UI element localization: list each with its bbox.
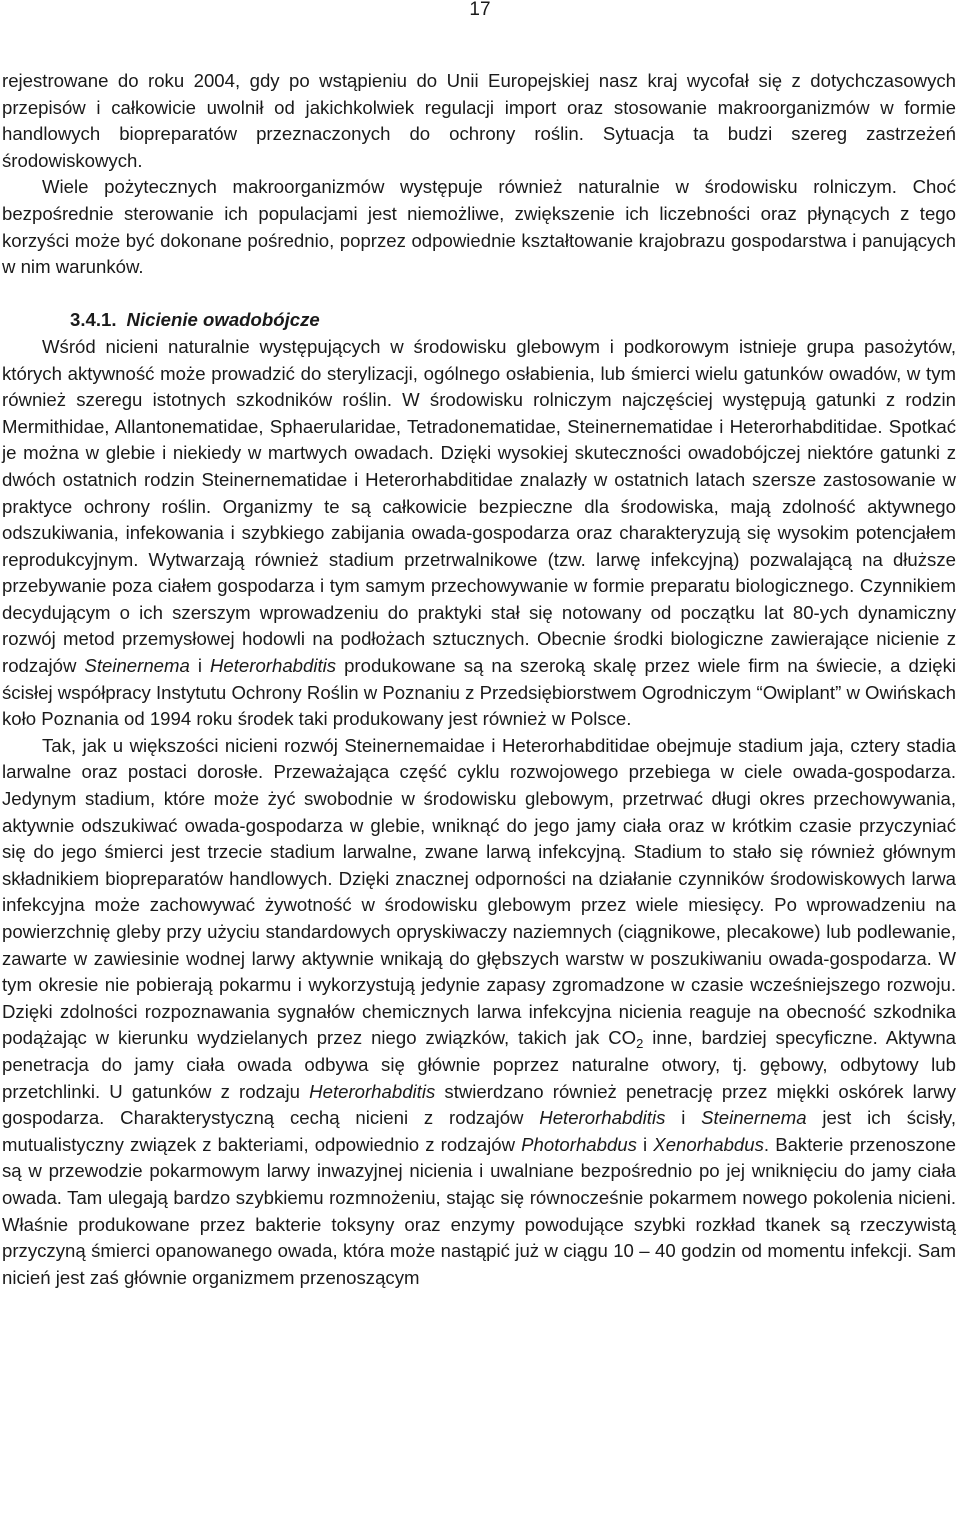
- subscript: 2: [636, 1036, 644, 1052]
- genus-name: Heterorhabditis: [210, 655, 337, 677]
- genus-name: Heterorhabditis: [539, 1107, 666, 1129]
- genus-name: Photorhabdus: [521, 1133, 637, 1155]
- paragraph-intro: rejestrowane do roku 2004, gdy po wstąpieniu do Unii Europejskiej nasz kraj wycofał się z dotychczasowych przepisów i całkowicie uwolnił od jakichkolwiek regulacji import oraz stosowanie makroorganizmów w formie handlowych biopreparatów przeznaczonych do ochrony roślin. Sytuacja ta budzi szereg zastrzeżeń środowiskowych.: [2, 70, 956, 171]
- text-run: i: [636, 1133, 654, 1155]
- genus-name: Xenorhabdus: [653, 1133, 764, 1155]
- text-run: . Bakterie przenoszone są w przewodzie pokarmowym larwy inwazyjnej nicienia i uwalniane bezpośrednio po jej wniknięciu do jamy ciała owada. Tam ulegają bardzo szybkiemu rozmnożeniu, stając się równocześnie pokarmem nowego pokolenia nicieni. Właśnie produkowane przez bakterie toksyny oraz enzymy powodujące szybki rozkład tkanek są rzeczywistą przyczyną śmierci opanowanego owada, która może nastąpić już w ciągu 10 – 40 godzin od momentu infekcji. Sam nicień jest zaś głównie organizmem przenoszącym: [2, 1133, 956, 1288]
- genus-name: Steinernema: [701, 1107, 807, 1129]
- section-number: 3.4.1.: [70, 309, 117, 331]
- text-run: jest ich ścisły, mutualistyczny związek z bakteriami, odpowiednio z rodzajów: [2, 1107, 956, 1155]
- paragraph-nematodes: [2, 334, 956, 733]
- paragraph-natural-macroorganisms: Wiele pożytecznych makroorganizmów występuje również naturalnie w środowisku rolniczym. Choć bezpośrednie sterowanie ich populacjami jest niemożliwe, zwiększenie ich liczebności oraz płynących z tego korzyści może być dokonane pośrednio, poprzez odpowiednie kształtowanie krajobrazu gospodarstwa i panujących w nim warunków.: [2, 176, 956, 278]
- text-run: produkowane są na szeroką skalę przez wiele firm na świecie, a dzięki ścisłej współpracy Instytutu Ochrony Roślin w Poznaniu z Przedsiębiorstwem Ogrodniczym “Owiplant” w Owińskach koło Poznania od 1994 roku środek taki produkowany jest również w Polsce.: [2, 655, 957, 730]
- genus-name: Heterorhabditis: [309, 1080, 436, 1102]
- text-run: i: [197, 655, 202, 677]
- genus-name: Steinernema: [84, 655, 190, 677]
- paragraph-life-cycle: [2, 733, 956, 1291]
- text-run: inne, bardziej specyficzne. Aktywna penetracja do jamy ciała owada odbywa się głównie poprzez naturalne otwory, tj. gębowy, odbytowy lub przetchlinki. U gatunków z rodzaju: [2, 1027, 957, 1102]
- page-number: 17: [469, 0, 491, 20]
- text-run: Tak, jak u większości nicieni rozwój Steinernemaidae i Heterorhabditidae obejmuje stadium jaja, cztery stadia larwalne oraz postaci dorosłe. Przeważająca część cyklu rozwojowego przebiega w ciele owada-gospodarza. Jedynym stadium, które może żyć swobodnie w środowisku glebowym, przetrwać długi okres przechowywania, aktywnie odszukiwać owada-gospodarza w glebie, wniknąć do jego jamy ciała oraz w krótkim czasie przyczyniać się do jego śmierci jest trzecie stadium larwalne, zwane larwą infekcyjną. Stadium to stało się również głównym składnikiem biopreparatów handlowych. Dzięki znacznej odporności na działanie czynników środowiskowych larwa infekcyjna może zachowywać żywotność w środowisku glebowym przez wiele miesięcy. Po wprowadzeniu na powierzchnię gleby przy użyciu standardowych opryskiwaczy naziemnych (ciągnikowe, plecakowe) lub podlewanie, zawarte w zawiesinie wodnej larwy aktywnie wnikają do głębszych warstw w poszukiwaniu owada-gospodarza. W tym okresie nie pobierają pokarmu i wykorzystują jedynie zapasy zgromadzone w czasie wcześniejszego rozwoju. Dzięki zdolności rozpoznawania sygnałów chemicznych larwa infekcyjna nicienia reaguje na obecność szkodnika podążając w kierunku wydzielanych przez niego związków, takich jak CO: [2, 734, 956, 1049]
- text-run: stwierdzano również penetrację przez miękki oskórek larwy gospodarza. Charakterystyczną cechą nicieni z rodzajów: [2, 1080, 956, 1129]
- text-run: Wśród nicieni naturalnie występujących w środowisku glebowym i podkorowym istnieje grupa pasożytów, których aktywność może prowadzić do sterylizacji, ogólnego osłabienia, lub śmierci wielu gatunków owadów, w tym również szeregu istotnych szkodników roślin. W środowisku rolniczym najczęściej występują gatunki z rodzin Mermithidae, Allantonematidae, Sphaerularidae, Tetradonematidae, Steinernematidae i Heterorhabditidae. Spotkać je można w glebie i niekiedy w martwych owadach. Dzięki wysokiej skuteczności owadobójczej niektóre gatunki z dwóch ostatnich rodzin Steinernematidae i Heterorhabditidae znalazły w ostatnich latach szersze zastosowanie w praktyce ochrony roślin. Organizmy te są całkowicie bezpieczne dla środowiska, mają zdolność aktywnego odszukiwania, infekowania i szybkiego zabijania owada-gospodarza oraz charakteryzują się wysokim potencjałem reprodukcyjnym. Wytwarzają również stadium przetrwalnikowe (tzw. larwę infekcyjną) pozwalającą na dłuższe przebywanie poza ciałem gospodarza i tym samym przechowywanie w formie preparatu biologicznego. Czynnikiem decydującym o ich szerszym wprowadzeniu do praktyki stał się notowany od początku lat 80-ych dynamiczny rozwój metod przemysłowej hodowli na podłożach sztucznych. Obecnie środki biologiczne zawierające nicienie z rodzajów: [2, 335, 956, 677]
- text-run: i: [665, 1107, 702, 1129]
- section-heading: [2, 307, 956, 334]
- section-title: Nicienie owadobójcze: [126, 309, 320, 331]
- document-body: [2, 68, 956, 1291]
